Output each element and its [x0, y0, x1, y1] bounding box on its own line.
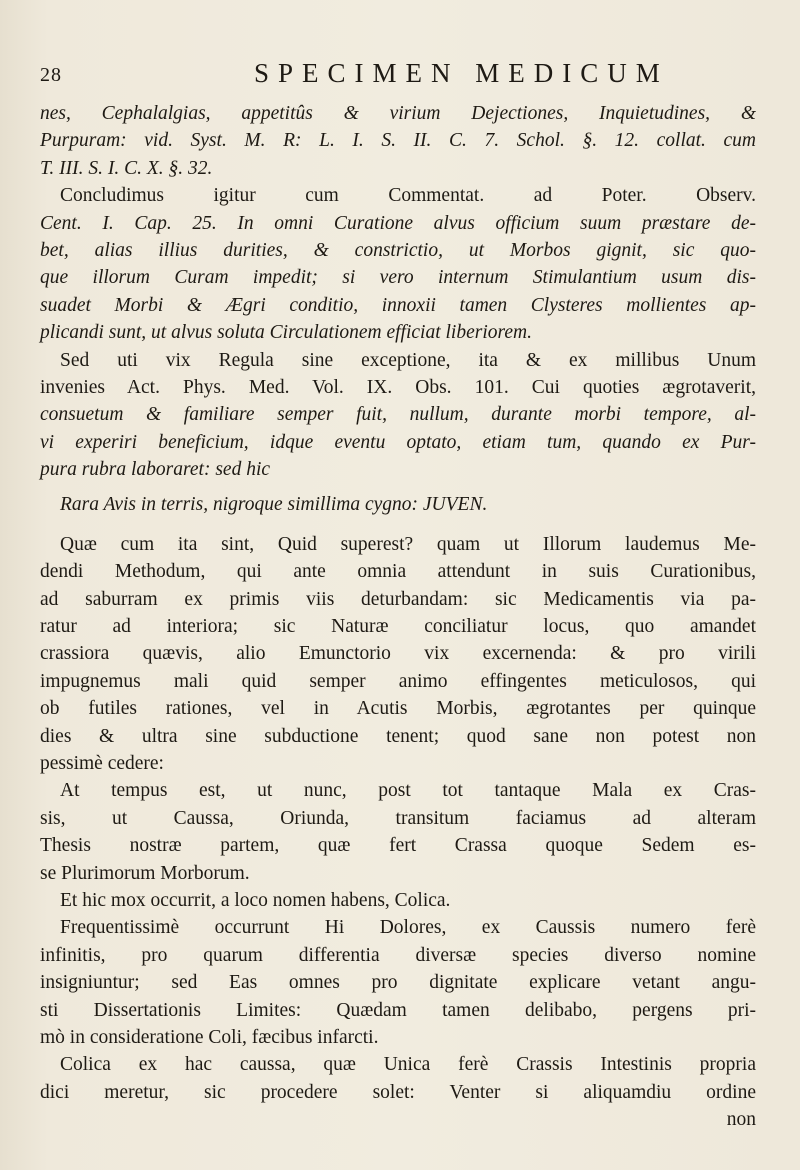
body-text: [40, 100, 756, 1133]
text-line: nes, Cephalalgias, appetitûs & virium Dejectiones, Inquietudines, &: [40, 103, 756, 124]
text-line: ratur ad interiora; sic Naturæ conciliatur locus, quo amandet: [40, 616, 756, 638]
text-line: Et hic mox occurrit, a loco nomen habens, Colica.: [60, 889, 451, 911]
text-line: sis, ut Caussa, Oriunda, transitum faciamus ad alteram: [40, 807, 756, 829]
text-line: T. III. S. I. C. X. §. 32.: [40, 157, 213, 179]
text-line: Cent. I. Cap. 25. In omni Curatione alvus officium suum præstare de-: [40, 212, 756, 234]
text-line: Quæ cum ita sint, Quid superest? quam ut Illorum laudemus Me-: [60, 533, 756, 555]
catchword: non: [726, 1109, 756, 1131]
text-line: se Plurimorum Morborum.: [40, 862, 250, 884]
text-line: Concludimus igitur cum Commentat. ad Poter. Observ.: [60, 185, 756, 207]
text-line: insigniuntur; sed Eas omnes pro dignitate explicare vetant angu-: [40, 972, 756, 994]
text-line: suadet Morbi & Ægri conditio, innoxii tamen Clysteres mollientes ap-: [40, 294, 756, 316]
page-number: 28: [40, 64, 62, 86]
text-line: Colica ex hac caussa, quæ Unica ferè Crassis Intestinis propria: [60, 1054, 756, 1076]
text-line: pessimè cedere:: [40, 752, 164, 774]
text-line: vi experiri beneficium, idque eventu optato, etiam tum, quando ex Pur-: [40, 431, 756, 453]
text-line: Frequentissimè occurrunt Hi Dolores, ex Caussis numero ferè: [60, 917, 756, 939]
text-line: infinitis, pro quarum differentia diversæ species diverso nomine: [40, 944, 756, 966]
text-line: Purpuram: vid. Syst. M. R: L. I. S. II. C. 7. Schol. §. 12. collat. cum: [40, 130, 756, 152]
text-line: plicandi sunt, ut alvus soluta Circulationem efficiat liberiorem.: [40, 322, 532, 344]
text-line: dies & ultra sine subductione tenent; quod sane non potest non: [40, 725, 756, 747]
page-header: [40, 58, 760, 92]
text-line: impugnemus mali quid semper animo effingentes meticulosos, qui: [40, 670, 756, 692]
text-line: bet, alias illius durities, & constrictio, ut Morbos gignit, sic quo-: [40, 239, 756, 261]
text-line: At tempus est, ut nunc, post tot tantaque Mala ex Cras-: [60, 780, 756, 802]
text-line: dici meretur, sic procedere solet: Venter si aliquamdiu ordine: [40, 1081, 756, 1103]
running-title: SPECIMEN MEDICUM: [254, 58, 669, 88]
text-line: ad saburram ex primis viis deturbandam: sic Medicamentis via pa-: [40, 588, 756, 610]
text-line: pura rubra laboraret: sed hic: [40, 459, 271, 481]
text-line: crassiora quævis, alio Emunctorio vix excernenda: & pro virili: [40, 643, 756, 665]
text-line: dendi Methodum, qui ante omnia attendunt in suis Curationibus,: [40, 561, 756, 583]
text-line: que illorum Curam impedit; si vero internum Stimulantium usum dis-: [40, 267, 756, 289]
text-line: Sed uti vix Regula sine exceptione, ita & ex millibus Unum: [60, 349, 756, 371]
quote-line: Rara Avis in terris, nigroque simillima cygno: JUVEN.: [60, 494, 488, 516]
text-line: Thesis nostræ partem, quæ fert Crassa quoque Sedem es-: [40, 835, 756, 857]
text-line: sti Dissertationis Limites: Quædam tamen delibabo, pergens pri-: [40, 999, 756, 1021]
text-line: mò in consideratione Coli, fæcibus infarcti.: [40, 1026, 379, 1048]
text-line: invenies Act. Phys. Med. Vol. IX. Obs. 101. Cui quoties ægrotaverit,: [40, 376, 756, 398]
text-line: ob futiles rationes, vel in Acutis Morbis, ægrotantes per quinque: [40, 698, 756, 720]
text-line: consuetum & familiare semper fuit, nullum, durante morbi tempore, al-: [40, 404, 756, 426]
